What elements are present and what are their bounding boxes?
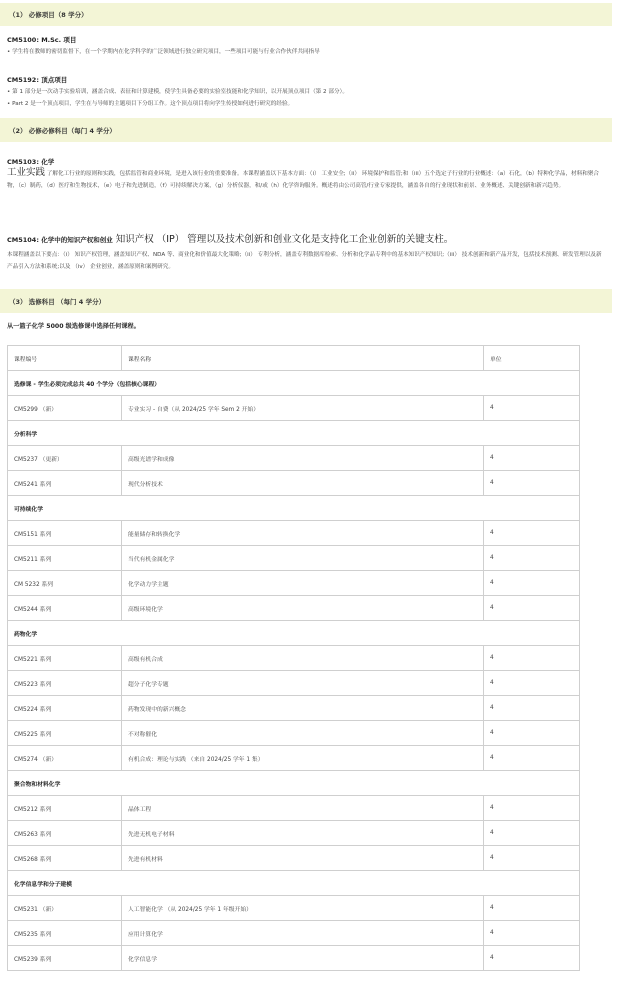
course-units: 4 [484,896,580,921]
course-name: 化学信息学 [122,946,484,971]
course-code: CM5231 （新） [8,896,122,921]
table-row [8,946,580,971]
table-row [8,571,580,596]
course-name: 超分子化学专题 [122,671,484,696]
course-units: 4 [484,396,580,421]
table-group-row [8,871,580,896]
table-row [8,446,580,471]
cm5103-description [7,167,607,192]
course-code: CM5212 系列 [8,796,122,821]
cm5104-lead: 知识产权 （IP） 管理以及技术创新和创业文化是支持化工企业创新的关键支柱。 [112,234,454,245]
cm5103-lead: 工业实践 [7,167,46,178]
cm5103-heading: CM5103: 化学 [7,158,55,166]
table-row [8,796,580,821]
course-units: 4 [484,821,580,846]
course-units: 4 [484,846,580,871]
course-units: 4 [484,596,580,621]
course-name: 药物发现中的新兴概念 [122,696,484,721]
table-row [8,696,580,721]
course-name: 高级有机合成 [122,646,484,671]
section-header-required-courses: （2） 必修必修科目（每门 4 学分） [0,118,612,142]
course-units: 4 [484,446,580,471]
header-course-code: 课程编号 [8,346,122,371]
group-label: 药物化学 [8,621,580,646]
course-name: 应用计算化学 [122,921,484,946]
table-header-row [8,346,580,371]
table-row [8,546,580,571]
table-row [8,671,580,696]
cm5192-line-2: • Part 2 是一个顶点项目，学生在与导师的主题项目下分组工作。这个顶点项目将向学生传授如何进行研究的经验。 [7,101,294,107]
course-name: 有机合成：理论与实践 （来自 2024/25 学年 1 集） [122,746,484,771]
header-units: 单位 [484,346,580,371]
course-units: 4 [484,646,580,671]
cm5104-title-line [7,234,607,248]
group-label: 分析科学 [8,421,580,446]
table-group-row [8,421,580,446]
course-code: CM5211 系列 [8,546,122,571]
table-group-row [8,621,580,646]
course-units: 4 [484,746,580,771]
course-units: 4 [484,546,580,571]
group-label: 选修课 - 学生必须完成总共 40 个学分（包括核心课程） [8,371,580,396]
table-row [8,721,580,746]
electives-intro: 从一篮子化学 5000 级选修课中选择任何课程。 [7,323,140,330]
cm5192-line-1: • 第 1 部分是一次动手实验培训，涵盖合成、表征和计算建模，使学生具备必要的实验室技能和化学知识，以开展顶点项目（第 2 部分）。 [7,89,348,95]
table-row [8,921,580,946]
course-code: CM5239 系列 [8,946,122,971]
table-row [8,821,580,846]
course-code: CM5223 系列 [8,671,122,696]
course-name: 不对称催化 [122,721,484,746]
table-group-row [8,771,580,796]
course-code: CM5235 系列 [8,921,122,946]
course-code: CM5224 系列 [8,696,122,721]
table-row [8,471,580,496]
cm5100-line-1: • 学生将在教师的密切监督下，在一个学期内在化学科学的广泛领域进行独立研究项目，一些项目可能与行业合作伙伴共同指导 [7,49,320,55]
cm5104-heading: CM5104: 化学中的知识产权和创业 [7,236,113,244]
group-label: 化学信息学和分子建模 [8,871,580,896]
course-code: CM5274 （新） [8,746,122,771]
course-units: 4 [484,471,580,496]
course-code: CM5225 系列 [8,721,122,746]
course-name: 当代有机金属化学 [122,546,484,571]
group-label: 聚合物和材料化学 [8,771,580,796]
cm5104-description: 本课程涵盖以下要点：（i） 知识产权管理，涵盖知识产权、NDA 等、商业化和价值最大化策略;（ii） 专利分析，涵盖专利数据库检索、分析和化学品专利中的基本知识产权知识;（iii） 技术创新和新产品开发，包括技术预测、研发管理以及新产品引入方法和系统;以及 （iv） 企业创业，涵盖原则和案例研究。 [7,252,602,270]
course-name: 高级环境化学 [122,596,484,621]
table-row [8,746,580,771]
section-header-required-project: （1） 必修项目（8 学分） [0,3,612,26]
section-header-electives: （3） 选修科目 （每门 4 学分） [0,289,612,313]
cm5103-body: 了解化工行业的原则和实践，包括监管和商业环境，是进入该行业的重要准备。本课程涵盖以下基本方面：（i） 工业安全;（ii） 环境保护和监管;和（iii）五个选定子行业的行业概述：（a）石化，（b）特种化学品，材料和聚合物，（c）制药，（d）医疗和生物技术，（e）电子和先进制造，（f）可持续解决方案，（g）分析仪器，和/或（h）化学咨询服务。概述将由公司高管/行业专家提供，涵盖各自的行业现状和前景、业务概述、关键创新和新兴趋势。 [7,171,600,189]
table-row [8,646,580,671]
course-code: CM5244 系列 [8,596,122,621]
course-name: 先进有机材料 [122,846,484,871]
header-course-name: 课程名称 [122,346,484,371]
course-units: 4 [484,671,580,696]
course-name: 能量储存和转换化学 [122,521,484,546]
course-name: 先进无机电子材料 [122,821,484,846]
cm5100-heading: CM5100: M.Sc. 项目 [7,36,77,44]
course-units: 4 [484,796,580,821]
course-units: 4 [484,721,580,746]
course-code: CM5237 （更新） [8,446,122,471]
courses-table [7,345,580,971]
course-code: CM5241 系列 [8,471,122,496]
course-units: 4 [484,946,580,971]
course-name: 晶体工程 [122,796,484,821]
group-label: 可持续化学 [8,496,580,521]
course-code: CM5268 系列 [8,846,122,871]
course-units: 4 [484,696,580,721]
table-group-row [8,371,580,396]
course-code: CM5151 系列 [8,521,122,546]
course-code: CM 5232 系列 [8,571,122,596]
course-code: CM5299 （新） [8,396,122,421]
course-units: 4 [484,921,580,946]
course-name: 专业实习 - 自费（从 2024/25 学年 Sem 2 开始） [122,396,484,421]
table-row [8,521,580,546]
course-code: CM5263 系列 [8,821,122,846]
cm5192-heading: CM5192: 顶点项目 [7,76,68,84]
course-name: 人工智能化学 （从 2024/25 学年 1 年级开始） [122,896,484,921]
table-row [8,596,580,621]
table-group-row [8,496,580,521]
table-row [8,846,580,871]
course-units: 4 [484,571,580,596]
course-name: 现代分析技术 [122,471,484,496]
course-name: 化学动力学主题 [122,571,484,596]
course-name: 高级光谱学和成像 [122,446,484,471]
table-row [8,896,580,921]
table-row [8,396,580,421]
course-code: CM5221 系列 [8,646,122,671]
course-units: 4 [484,521,580,546]
